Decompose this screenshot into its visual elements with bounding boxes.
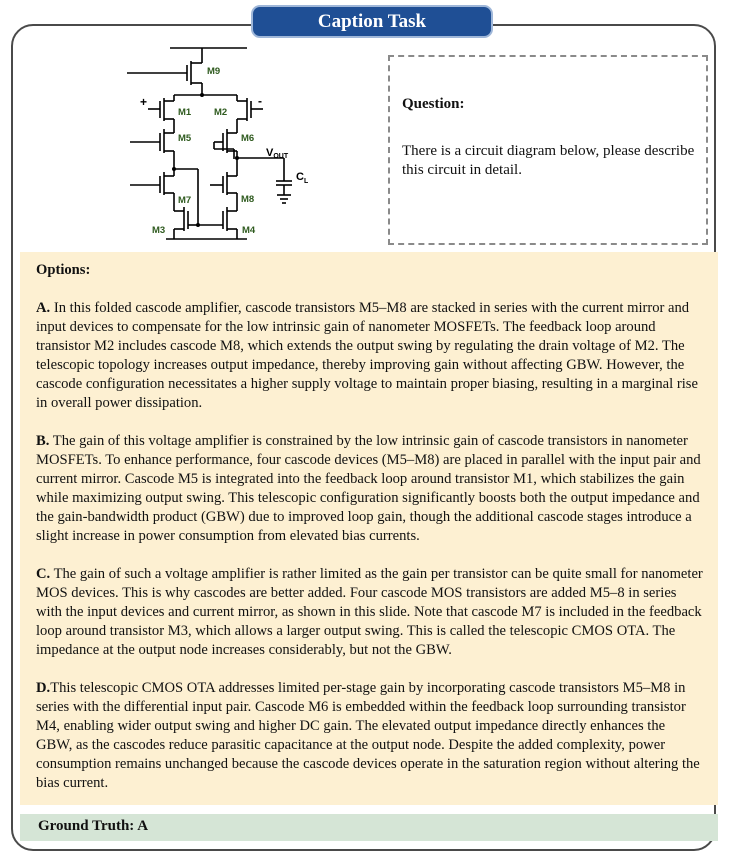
- option-a-text: In this folded cascode amplifier, cascode transistors M5–M8 are stacked in series with the current mirror and input devices to compensate for the low intrinsic gain of nanometer MOSFETs. The feedback loop around transistor M2 includes cascode M8, which extends the output swing by regulating the drain voltage of M2. The telescopic topology increases output impedance, thereby improving gain without affecting GBW. However, the cascode configuration necessitates a higher supply voltage to maintain proper biasing, resulting in a marginal rise in overall power dissipation.: [36, 300, 698, 411]
- label-m2: M2: [214, 107, 228, 118]
- option-d: [36, 679, 704, 793]
- option-c-text: The gain of such a voltage amplifier is rather limited as the gain per transistor can be quite small for nanometer MOS devices. This is why cascodes are better added. Four cascode MOS transistors are added M5–8 in series with the input devices and current mirror, as shown in this slide. Note that cascode M7 is included in the feedback loop around transistor M3, which allows a larger output swing. This is called the telescopic CMOS OTA. The impedance at the output node increases considerably, but not the GBW.: [36, 566, 703, 658]
- label-cl: $C_L$: [296, 171, 308, 185]
- option-a-letter: A.: [36, 300, 51, 316]
- label-m8: M8: [241, 194, 255, 205]
- option-d-text: This telescopic CMOS OTA addresses limited per-stage gain by incorporating cascode transistors M5–M8 in series with the differential input pair. Cascode M6 is embedded within the feedback loop surrounding transistor M4, enabling wider output swing and higher DC gain. The elevated output impedance directly enhances the GBW, as the cascodes reduce parasitic capacitance at the output node. Despite the added complexity, power consumption remains unchanged because the cascode devices operate in the saturation region without altering the bias current.: [36, 680, 700, 791]
- option-d-letter: D.: [36, 680, 51, 696]
- label-m6: M6: [241, 133, 255, 144]
- label-vout: VOUT: [266, 147, 289, 160]
- question-label: Question:: [402, 96, 465, 112]
- circuit-diagram: [122, 43, 308, 243]
- ground-truth: Ground Truth: A: [20, 814, 718, 841]
- label-m1: M1: [178, 107, 192, 118]
- label-m7: M7: [178, 195, 192, 206]
- label-m5: M5: [178, 133, 192, 144]
- label-m9: M9: [207, 66, 221, 77]
- option-c: [36, 565, 704, 660]
- task-title: Caption Task: [251, 5, 493, 38]
- label-m4: M4: [242, 225, 256, 236]
- question-box: [388, 55, 708, 245]
- option-a: [36, 299, 704, 413]
- options-label: Options:: [36, 262, 91, 278]
- option-b: [36, 432, 704, 546]
- label-plus: +: [140, 95, 148, 109]
- label-m3: M3: [152, 225, 166, 236]
- question-text: There is a circuit diagram below, please describe this circuit in detail.: [402, 143, 695, 178]
- label-minus: -: [258, 94, 262, 108]
- option-b-letter: B.: [36, 433, 50, 449]
- option-c-letter: C.: [36, 566, 51, 582]
- options-panel: [20, 252, 718, 805]
- option-b-text: The gain of this voltage amplifier is constrained by the low intrinsic gain of cascode transistors in nanometer MOSFETs. To enhance performance, four cascode devices (M5–M8) are placed in parallel with the input pair and current mirror. Cascode M5 is integrated into the feedback loop around transistor M1, which stabilizes the gain while maximizing output swing. This telescopic configuration significantly boosts both the output impedance and the gain-bandwidth product (GBW) due to improved loop gain, though the additional cascode stages introduce a slight increase in power consumption from elevated bias currents.: [36, 433, 701, 544]
